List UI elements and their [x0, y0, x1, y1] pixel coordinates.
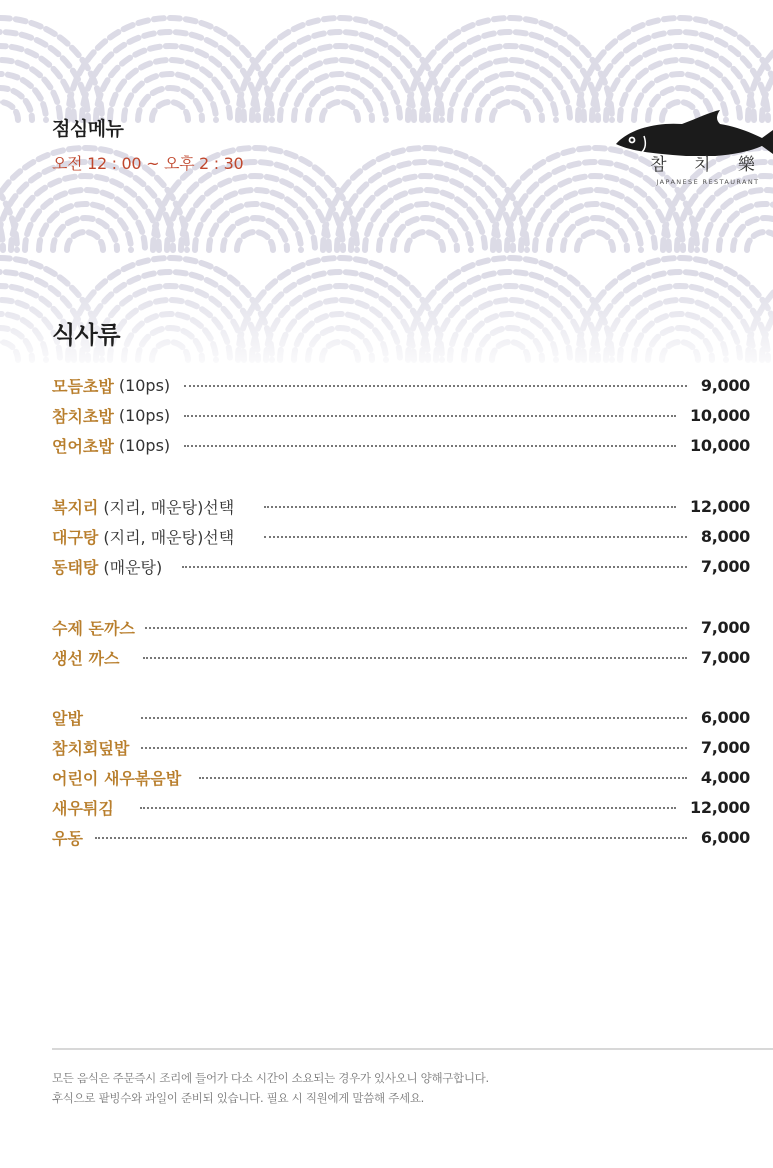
dot-leader	[264, 506, 676, 508]
menu-item	[52, 525, 750, 547]
menu-item	[52, 404, 750, 426]
menu-item-price: 7,000	[700, 647, 750, 667]
section-title: 식사류	[52, 321, 121, 349]
dot-leader	[184, 445, 676, 447]
dot-leader	[143, 657, 686, 659]
dot-leader	[184, 415, 676, 417]
menu-item-price: 8,000	[700, 526, 750, 546]
menu-item	[52, 646, 750, 668]
menu-item-name: 수제 돈까스	[52, 618, 135, 638]
menu-item-note: (10ps)	[118, 405, 171, 425]
menu-item-price: 7,000	[700, 617, 750, 637]
dot-leader	[141, 717, 687, 719]
menu-item-name: 우동	[52, 828, 83, 848]
tuna-fish-icon	[612, 108, 773, 156]
dot-leader	[95, 837, 687, 839]
menu-item-price: 6,000	[700, 827, 750, 847]
menu-item-price: 10,000	[690, 435, 750, 455]
menu-item-name: 대구탕	[52, 527, 99, 547]
menu-item-price: 6,000	[700, 707, 750, 727]
menu-item-name: 동태탕	[52, 557, 99, 577]
menu-item-price: 7,000	[700, 737, 750, 757]
menu-item-name: 모듬초밥	[52, 376, 114, 396]
menu-item	[52, 736, 750, 758]
menu-item-note: (지리, 매운탕)선택	[103, 527, 235, 547]
restaurant-logo	[612, 108, 773, 190]
lunch-hours: 오전 12 : 00 ~ 오후 2 : 30	[52, 154, 244, 173]
menu-item	[52, 796, 750, 818]
dot-leader	[145, 627, 687, 629]
menu-item	[52, 706, 750, 728]
dot-leader	[264, 536, 687, 538]
menu-item-price: 4,000	[700, 767, 750, 787]
menu-item-name: 연어초밥	[52, 436, 114, 456]
menu-item	[52, 434, 750, 456]
menu-item-name: 참치초밥	[52, 406, 114, 426]
logo-name: 참 치 樂	[650, 155, 766, 175]
menu-item-name: 알밥	[52, 708, 83, 728]
menu-item-note: (10ps)	[118, 375, 171, 395]
logo-subtitle: JAPANESE RESTAURANT	[656, 178, 760, 186]
dot-leader	[140, 807, 676, 809]
menu-item-price: 9,000	[700, 375, 750, 395]
menu-item-note: (매운탕)	[103, 557, 163, 577]
menu-item-note: (10ps)	[118, 435, 171, 455]
footer-note: 후식으로 팥빙수와 과일이 준비되 있습니다. 필요 시 직원에게 말씀해 주세요.	[52, 1091, 424, 1105]
menu-item-price: 12,000	[690, 797, 750, 817]
dot-leader	[182, 566, 687, 568]
menu-item	[52, 374, 750, 396]
menu-item-note: (지리, 매운탕)선택	[103, 497, 235, 517]
menu-item	[52, 555, 750, 577]
menu-item-price: 7,000	[700, 556, 750, 576]
menu-item-name: 복지리	[52, 497, 99, 517]
footer-divider	[52, 1048, 773, 1050]
page-title: 점심메뉴	[52, 118, 124, 140]
dot-leader	[184, 385, 687, 387]
menu-item-name: 생선 까스	[52, 648, 120, 668]
dot-leader	[141, 747, 687, 749]
menu-item	[52, 826, 750, 848]
menu-item	[52, 766, 750, 788]
dot-leader	[199, 777, 687, 779]
menu-item-name: 어린이 새우볶음밥	[52, 768, 182, 788]
menu-item-price: 12,000	[690, 496, 750, 516]
menu-item	[52, 616, 750, 638]
menu-item-name: 새우튀김	[52, 798, 114, 818]
menu-item	[52, 495, 750, 517]
menu-item-price: 10,000	[690, 405, 750, 425]
footer-note: 모든 음식은 주문즉시 조리에 들어가 다소 시간이 소요되는 경우가 있사오니 양해구합니다.	[52, 1071, 489, 1085]
menu-item-name: 참치회덮밥	[52, 738, 130, 758]
